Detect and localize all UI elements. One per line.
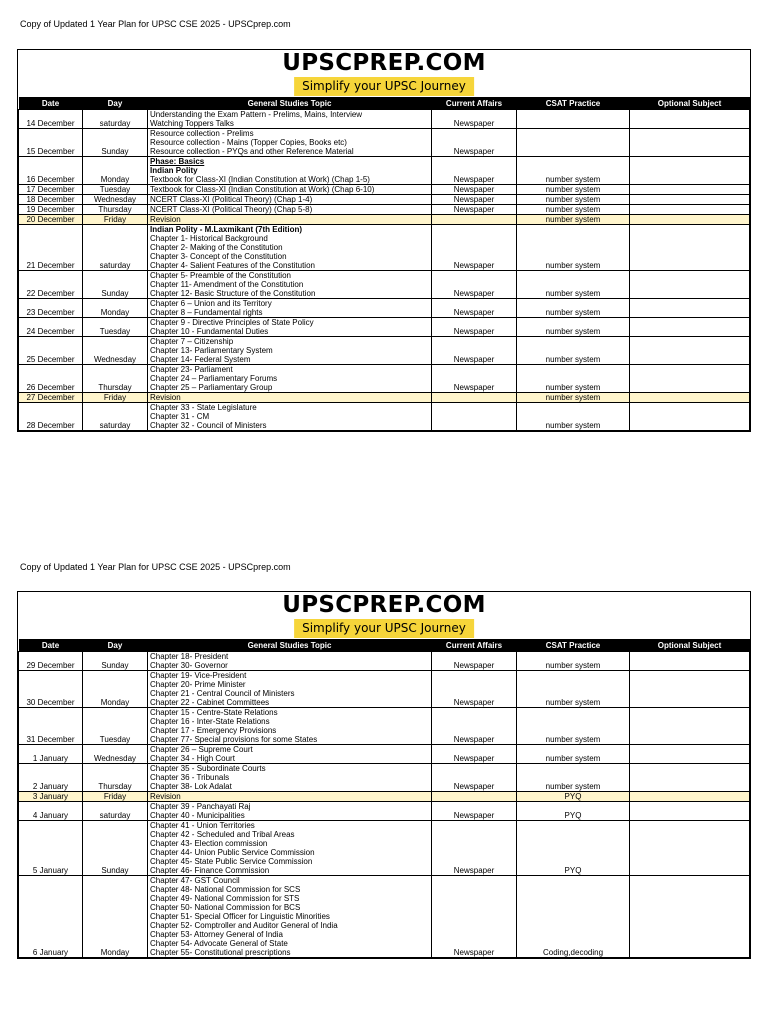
topic-line: Chapter 12- Basic Structure of the Constitution [150,289,316,298]
topic-cell [148,225,432,271]
optional-cell [630,708,750,745]
topic-line: Chapter 49- National Commission for STS [150,894,300,903]
col-header-current-affairs: Current Affairs [432,97,517,110]
col-header-optional: Optional Subject [630,97,750,110]
optional-cell [630,365,750,393]
table-row [19,802,750,821]
revision-row [19,393,750,403]
current-affairs-cell: Newspaper [432,337,517,365]
topic-cell [148,802,432,821]
day-cell: Thursday [83,365,148,393]
csat-cell: number system [517,671,630,708]
date-cell: 26 December [19,365,83,393]
current-affairs-cell: Newspaper [432,110,517,129]
date-cell: 16 December [19,157,83,185]
csat-cell: number system [517,652,630,671]
current-affairs-cell: Newspaper [432,185,517,195]
table-header-row [19,97,750,110]
current-affairs-cell: Newspaper [432,671,517,708]
date-cell: 17 December [19,185,83,195]
topic-cell [148,337,432,365]
current-affairs-cell: Newspaper [432,157,517,185]
topic-line: Chapter 34 - High Court [150,754,235,763]
topic-line: Chapter 39 - Panchayati Raj [150,802,251,811]
table-row [19,195,750,205]
topic-line: Chapter 43- Election commission [150,839,268,848]
topic-line: Chapter 23- Parliament [150,365,233,374]
day-cell: Monday [83,299,148,318]
topic-line: Chapter 11- Amendment of the Constitution [150,280,304,289]
table-row [19,205,750,215]
topic-line: Indian Polity - M.Laxmikant (7th Edition) [150,225,303,234]
topic-cell [148,708,432,745]
topic-line: Chapter 30- Governor [150,661,228,670]
brand-header [18,592,750,639]
table-header-row [19,639,750,652]
col-header-current-affairs: Current Affairs [432,639,517,652]
topic-line: Chapter 54- Advocate General of State [150,939,288,948]
date-cell: 6 January [19,876,83,958]
csat-cell: number system [517,708,630,745]
csat-cell: number system [517,745,630,764]
optional-cell [630,337,750,365]
date-cell: 3 January [19,792,83,802]
topic-cell [148,365,432,393]
csat-cell: number system [517,185,630,195]
current-affairs-cell: Newspaper [432,225,517,271]
csat-cell [517,129,630,157]
day-cell: Tuesday [83,318,148,337]
table-row [19,652,750,671]
optional-cell [630,792,750,802]
optional-cell [630,129,750,157]
col-header-optional: Optional Subject [630,639,750,652]
day-cell: Sunday [83,652,148,671]
current-affairs-cell: Newspaper [432,318,517,337]
csat-cell: number system [517,271,630,299]
date-cell: 31 December [19,708,83,745]
topic-line: Revision [150,393,181,402]
revision-row [19,215,750,225]
current-affairs-cell: Newspaper [432,708,517,745]
day-cell: saturday [83,225,148,271]
day-cell: Wednesday [83,745,148,764]
table-row [19,110,750,129]
topic-line: Indian Polity [150,166,198,175]
col-header-day: Day [83,639,148,652]
topic-cell [148,215,432,225]
optional-cell [630,110,750,129]
current-affairs-cell: Newspaper [432,802,517,821]
date-cell: 21 December [19,225,83,271]
date-cell: 15 December [19,129,83,157]
current-affairs-cell: Newspaper [432,299,517,318]
topic-line: Chapter 35 - Subordinate Courts [150,764,266,773]
topic-line: Chapter 53- Attorney General of India [150,930,283,939]
topic-line: Chapter 6 – Union and its Territory [150,299,272,308]
topic-line: Chapter 15 - Centre-State Relations [150,708,278,717]
table-row [19,671,750,708]
day-cell: Sunday [83,129,148,157]
date-cell: 25 December [19,337,83,365]
current-affairs-cell: Newspaper [432,129,517,157]
topic-line: Chapter 32 - Council of Ministers [150,421,267,430]
brand-header [18,50,750,97]
optional-cell [630,652,750,671]
current-affairs-cell [432,403,517,431]
topic-line: Chapter 8 – Fundamental rights [150,308,263,317]
col-header-topic: General Studies Topic [148,97,432,110]
topic-line: Chapter 33 - State Legislature [150,403,257,412]
optional-cell [630,876,750,958]
schedule-page-2 [17,591,751,959]
col-header-date: Date [19,97,83,110]
current-affairs-cell [432,215,517,225]
day-cell: saturday [83,403,148,431]
topic-cell [148,129,432,157]
csat-cell: number system [517,299,630,318]
current-affairs-cell: Newspaper [432,365,517,393]
date-cell: 1 January [19,745,83,764]
topic-cell [148,195,432,205]
topic-line: Chapter 2- Making of the Constitution [150,243,283,252]
topic-line: Chapter 14- Federal System [150,355,251,364]
table-row [19,318,750,337]
table-row [19,299,750,318]
topic-cell [148,792,432,802]
topic-line: Chapter 40 - Municipalities [150,811,245,820]
table-row [19,876,750,958]
topic-line: Chapter 48- National Commission for SCS [150,885,301,894]
optional-cell [630,318,750,337]
topic-cell [148,205,432,215]
day-cell: Monday [83,671,148,708]
day-cell: Thursday [83,205,148,215]
day-cell: Sunday [83,821,148,876]
brand-name: UPSCPREP.COM [282,592,486,618]
day-cell: Friday [83,792,148,802]
optional-cell [630,393,750,403]
topic-line: Chapter 5- Preamble of the Constitution [150,271,291,280]
date-cell: 23 December [19,299,83,318]
topic-line: Chapter 41 - Union Territories [150,821,255,830]
topic-cell [148,764,432,792]
csat-cell: number system [517,195,630,205]
topic-line: Chapter 1- Historical Background [150,234,268,243]
optional-cell [630,205,750,215]
page-2-title: Copy of Updated 1 Year Plan for UPSC CSE 2025 - UPSCprep.com [20,562,291,572]
date-cell: 2 January [19,764,83,792]
topic-line: Chapter 42 - Scheduled and Tribal Areas [150,830,295,839]
csat-cell: Coding,decoding [517,876,630,958]
schedule-page-1 [17,49,751,432]
optional-cell [630,225,750,271]
day-cell: Monday [83,157,148,185]
csat-cell: number system [517,337,630,365]
day-cell: Sunday [83,271,148,299]
table-row [19,745,750,764]
topic-line: Chapter 47- GST Council [150,876,240,885]
topic-line: Revision [150,792,181,801]
csat-cell: number system [517,205,630,215]
topic-line: Watching Toppers Talks [150,119,234,128]
topic-line: Chapter 45- State Public Service Commission [150,857,313,866]
date-cell: 30 December [19,671,83,708]
topic-line: NCERT Class-XI (Political Theory) (Chap 5-8) [150,205,313,214]
topic-line: Resource collection - Prelims [150,129,254,138]
topic-line: Chapter 24 – Parliamentary Forums [150,374,278,383]
col-header-csat: CSAT Practice [517,97,630,110]
date-cell: 20 December [19,215,83,225]
topic-line: Chapter 13- Parliamentary System [150,346,273,355]
page-1-title: Copy of Updated 1 Year Plan for UPSC CSE 2025 - UPSCprep.com [20,19,291,29]
day-cell: saturday [83,802,148,821]
date-cell: 24 December [19,318,83,337]
current-affairs-cell: Newspaper [432,205,517,215]
csat-cell: PYQ [517,792,630,802]
day-cell: Monday [83,876,148,958]
topic-line: Chapter 17 - Emergency Provisions [150,726,277,735]
optional-cell [630,802,750,821]
topic-line: Resource collection - Mains (Topper Copies, Books etc) [150,138,347,147]
topic-line: Chapter 44- Union Public Service Commission [150,848,315,857]
table-row [19,821,750,876]
topic-cell [148,271,432,299]
current-affairs-cell [432,393,517,403]
table-row [19,271,750,299]
optional-cell [630,764,750,792]
topic-line: Phase: Basics [150,157,205,166]
optional-cell [630,215,750,225]
day-cell: Wednesday [83,337,148,365]
date-cell: 4 January [19,802,83,821]
table-row [19,337,750,365]
optional-cell [630,745,750,764]
topic-line: Chapter 21 - Central Council of Ministers [150,689,295,698]
topic-cell [148,157,432,185]
topic-line: Chapter 36 - Tribunals [150,773,230,782]
brand-tagline: Simplify your UPSC Journey [294,619,474,638]
topic-cell [148,393,432,403]
table-body [19,652,750,958]
current-affairs-cell: Newspaper [432,195,517,205]
table-row [19,403,750,431]
schedule-table [18,639,750,958]
topic-cell [148,318,432,337]
topic-cell [148,185,432,195]
schedule-table [18,97,750,431]
table-row [19,365,750,393]
topic-line: Chapter 77- Special provisions for some States [150,735,318,744]
col-header-topic: General Studies Topic [148,639,432,652]
topic-line: Chapter 4- Salient Features of the Constitution [150,261,315,270]
col-header-csat: CSAT Practice [517,639,630,652]
table-row [19,129,750,157]
topic-line: Resource collection - PYQs and other Reference Material [150,147,354,156]
date-cell: 5 January [19,821,83,876]
csat-cell: PYQ [517,802,630,821]
table-row [19,157,750,185]
current-affairs-cell: Newspaper [432,764,517,792]
current-affairs-cell: Newspaper [432,271,517,299]
day-cell: Tuesday [83,708,148,745]
topic-line: Chapter 46- Finance Commission [150,866,270,875]
day-cell: Friday [83,393,148,403]
topic-line: Chapter 18- President [150,652,229,661]
optional-cell [630,821,750,876]
csat-cell: number system [517,403,630,431]
csat-cell: number system [517,318,630,337]
day-cell: Friday [83,215,148,225]
csat-cell: number system [517,764,630,792]
day-cell: Thursday [83,764,148,792]
topic-line: Chapter 25 – Parliamentary Group [150,383,273,392]
topic-cell [148,671,432,708]
optional-cell [630,271,750,299]
topic-cell [148,299,432,318]
date-cell: 22 December [19,271,83,299]
topic-cell [148,652,432,671]
topic-line: Chapter 10 - Fundamental Duties [150,327,269,336]
table-row [19,764,750,792]
optional-cell [630,157,750,185]
topic-cell [148,876,432,958]
table-row [19,708,750,745]
topic-cell [148,403,432,431]
optional-cell [630,403,750,431]
day-cell: saturday [83,110,148,129]
topic-cell [148,821,432,876]
optional-cell [630,671,750,708]
optional-cell [630,299,750,318]
topic-line: Chapter 7 – Citizenship [150,337,234,346]
csat-cell: PYQ [517,821,630,876]
table-row [19,185,750,195]
topic-cell [148,110,432,129]
topic-line: Understanding the Exam Pattern - Prelims, Mains, Interview [150,110,363,119]
topic-line: Chapter 31 - CM [150,412,210,421]
table-row [19,225,750,271]
current-affairs-cell: Newspaper [432,745,517,764]
csat-cell [517,110,630,129]
optional-cell [630,195,750,205]
topic-line: Chapter 26 – Supreme Court [150,745,253,754]
current-affairs-cell [432,792,517,802]
day-cell: Tuesday [83,185,148,195]
topic-line: Chapter 22 - Cabinet Committees [150,698,270,707]
date-cell: 29 December [19,652,83,671]
csat-cell: number system [517,157,630,185]
csat-cell: number system [517,393,630,403]
topic-line: Textbook for Class-XI (Indian Constitution at Work) (Chap 1-5) [150,175,370,184]
topic-line: Chapter 9 - Directive Principles of State Policy [150,318,314,327]
topic-line: Chapter 3- Concept of the Constitution [150,252,287,261]
col-header-day: Day [83,97,148,110]
date-cell: 27 December [19,393,83,403]
current-affairs-cell: Newspaper [432,876,517,958]
col-header-date: Date [19,639,83,652]
csat-cell: number system [517,365,630,393]
brand-tagline: Simplify your UPSC Journey [294,77,474,96]
table-body [19,110,750,431]
topic-line: Textbook for Class-XI (Indian Constitution at Work) (Chap 6-10) [150,185,375,194]
topic-line: Revision [150,215,181,224]
topic-line: Chapter 52- Comptroller and Auditor General of India [150,921,338,930]
revision-row [19,792,750,802]
topic-line: Chapter 16 - Inter-State Relations [150,717,270,726]
csat-cell: number system [517,225,630,271]
date-cell: 14 December [19,110,83,129]
current-affairs-cell: Newspaper [432,652,517,671]
topic-line: Chapter 55- Constitutional prescriptions [150,948,291,957]
topic-line: Chapter 51- Special Officer for Linguistic Minorities [150,912,330,921]
optional-cell [630,185,750,195]
current-affairs-cell: Newspaper [432,821,517,876]
date-cell: 28 December [19,403,83,431]
topic-line: Chapter 50- National Commission for BCS [150,903,301,912]
topic-cell [148,745,432,764]
topic-line: NCERT Class-XI (Political Theory) (Chap 1-4) [150,195,313,204]
brand-name: UPSCPREP.COM [282,50,486,76]
day-cell: Wednesday [83,195,148,205]
date-cell: 19 December [19,205,83,215]
csat-cell: number system [517,215,630,225]
date-cell: 18 December [19,195,83,205]
topic-line: Chapter 20- Prime Minister [150,680,246,689]
topic-line: Chapter 38- Lok Adalat [150,782,232,791]
topic-line: Chapter 19- Vice-President [150,671,247,680]
